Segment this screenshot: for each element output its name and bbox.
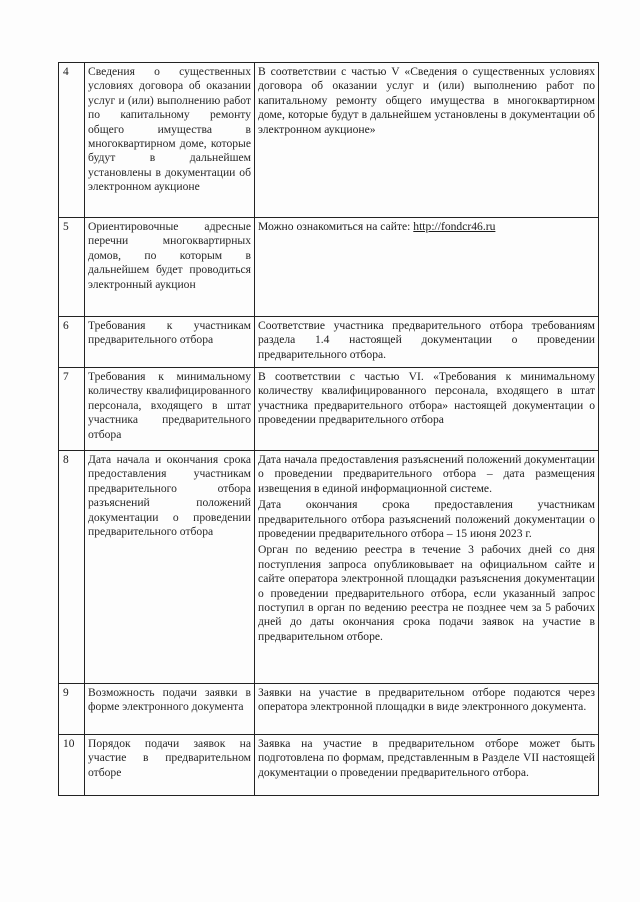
table-row xyxy=(59,63,599,218)
row-number: 9 xyxy=(59,684,85,735)
row-number: 10 xyxy=(59,735,85,796)
row-title: Требования к минимальному количеству квалифицированного персонала, входящего в штат участника предварительного отбора xyxy=(85,368,255,451)
table-row xyxy=(59,368,599,451)
table-row xyxy=(59,218,599,317)
table-row xyxy=(59,451,599,684)
row-value: В соответствии с частью VI. «Требования к минимальному количеству квалифицированного персонала, входящего в штат участника предварительного отбора» настоящей документации о проведении предварительного отбора xyxy=(255,368,599,451)
table-row xyxy=(59,735,599,796)
row-title: Возможность подачи заявки в форме электронного документа xyxy=(85,684,255,735)
row-value: Заявка на участие в предварительном отборе может быть подготовлена по формам, представленным в Разделе VII настоящей документации о проведении предварительного отбора. xyxy=(255,735,599,796)
row-title: Требования к участникам предварительного отбора xyxy=(85,317,255,368)
row-number: 6 xyxy=(59,317,85,368)
row-value: Заявки на участие в предварительном отборе подаются через оператора электронной площадки в виде электронного документа. xyxy=(255,684,599,735)
row-number: 8 xyxy=(59,451,85,684)
table-row xyxy=(59,317,599,368)
requirements-table xyxy=(58,62,599,796)
row-title: Порядок подачи заявок на участие в предварительном отборе xyxy=(85,735,255,796)
row-title: Сведения о существенных условиях договора об оказании услуг и (или) выполнению работ по капитальному ремонту общего имущества в многоквартирном доме, которые будут в дальнейшем установлены в документации об электронном аукционе xyxy=(85,63,255,218)
row-value-paragraph: Дата начала предоставления разъяснений положений документации о проведении предварительного отбора – дата размещения извещения в единой информационной системе. xyxy=(258,453,595,495)
row-title: Ориентировочные адресные перечни многоквартирных домов, по которым в дальнейшем будет проводиться электронный аукцион xyxy=(85,218,255,317)
row-value xyxy=(255,218,599,317)
table-row xyxy=(59,684,599,735)
row-value-paragraph: Дата окончания срока предоставления участникам предварительного отбора разъяснений положений документации о проведении предварительного отбора – 15 июня 2023 г. xyxy=(258,498,595,541)
website-link[interactable]: http://fondcr46.ru xyxy=(413,220,496,233)
row-value xyxy=(255,451,599,684)
row-number: 7 xyxy=(59,368,85,451)
row-value-paragraph: Орган по ведению реестра в течение 3 рабочих дней со дня поступления запроса опубликовывает на официальном сайте и сайте оператора электронной площадки разъяснения документации о проведении предварительного отбора, если указанный запрос поступил в орган по ведению реестра не позднее чем за 5 рабочих дней до даты окончания срока подачи заявок на участие в предварительном отборе. xyxy=(258,543,595,643)
row-title: Дата начала и окончания срока предоставления участникам предварительного отбора разъяснений положений документации о проведении предварительного отбора xyxy=(85,451,255,684)
row-value-text: Можно ознакомиться на сайте: xyxy=(258,220,414,233)
row-number: 4 xyxy=(59,63,85,218)
row-value: Соответствие участника предварительного отбора требованиям раздела 1.4 настоящей документации о проведении предварительного отбора. xyxy=(255,317,599,368)
row-value: В соответствии с частью V «Сведения о существенных условиях договора об оказании услуг и (или) выполнению работ по капитальному ремонту общего имущества в многоквартирном доме, которые будут в дальнейшем установлены в документации об электронном аукционе» xyxy=(255,63,599,218)
row-number: 5 xyxy=(59,218,85,317)
